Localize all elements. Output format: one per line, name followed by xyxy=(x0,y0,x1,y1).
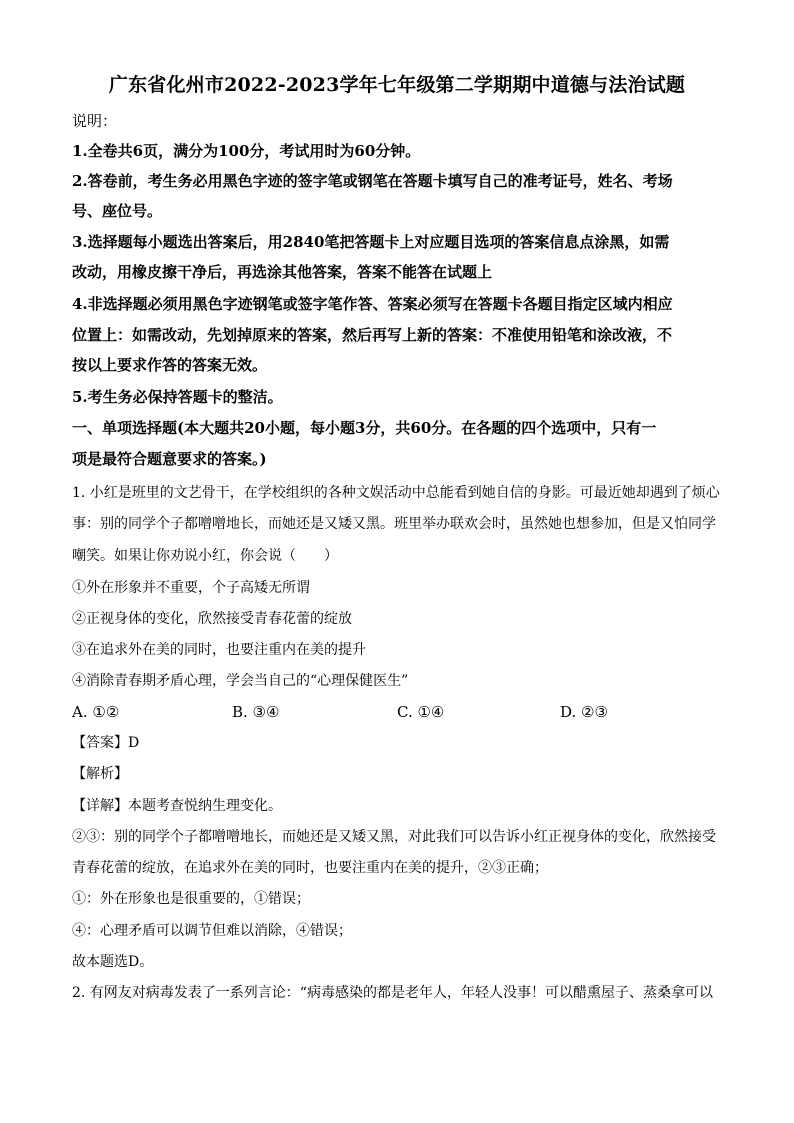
instruction-4-cont: 位置上：如需改动，先划掉原来的答案，然后再写上新的答案：不准使用铅笔和涂改液，不 xyxy=(72,326,673,344)
section-heading: 一、单项选择题(本大题共20小题，每小题3分，共60分。在各题的四个选项中，只有一 xyxy=(72,419,657,437)
analysis-label: 【解析】 xyxy=(72,766,128,782)
detail-line-2: 青春花蕾的绽放，在追求外在美的同时，也要注重内在美的提升，②③正确； xyxy=(72,860,548,876)
detail-label: 【详解】本题考查悦纳生理变化。 xyxy=(72,798,282,814)
instruction-1: 1.全卷共6页，满分为100分，考试用时为60分钟。 xyxy=(72,142,421,160)
question-1-stem-cont2: 嘲笑。如果让你劝说小红，你会说（ ） xyxy=(72,548,338,564)
question-1-statement-1: ①外在形象并不重要，个子高矮无所谓 xyxy=(72,580,310,596)
instruction-3: 3.选择题每小题选出答案后，用2840笔把答题卡上对应题目选项的答案信息点涂黑，如需 xyxy=(72,233,670,251)
instruction-3-cont: 改动，用橡皮擦干净后，再选涂其他答案，答案不能答在试题上 xyxy=(72,263,493,281)
instruction-5: 5.考生务必保持答题卡的整洁。 xyxy=(72,388,283,406)
section-heading-cont: 项是最符合题意要求的答案。) xyxy=(72,450,267,468)
option-d: D. ②③ xyxy=(560,703,608,721)
answer-label: 【答案】D xyxy=(72,735,140,751)
detail-line-4: ④：心理矛盾可以调节但难以消除，④错误； xyxy=(72,923,352,939)
option-c: C. ①④ xyxy=(397,703,445,721)
instructions-heading: 说明： xyxy=(72,112,118,130)
instruction-4-cont2: 按以上要求作答的答案无效。 xyxy=(72,356,268,374)
question-1-stem-cont: 事：别的同学个子都噌噌地长，而她还是又矮又黑。班里举办联欢会时，虽然她也想参加，但是又怕同学 xyxy=(72,516,716,532)
instruction-2-cont: 号、座位号。 xyxy=(72,202,163,220)
option-a: A. ①② xyxy=(72,703,120,721)
question-1-statement-3: ③在追求外在美的同时，也要注重内在美的提升 xyxy=(72,642,366,658)
question-1-statement-2: ②正视身体的变化，欣然接受青春花蕾的绽放 xyxy=(72,611,352,627)
instruction-2: 2.答卷前，考生务必用黑色字迹的签字笔或钢笔在答题卡填写自己的准考证号，姓名、考场 xyxy=(72,172,673,190)
conclusion: 故本题选D。 xyxy=(72,954,154,970)
question-1-stem: 1. 小红是班里的文艺骨干，在学校组织的各种文娱活动中总能看到她自信的身影。可最近她却遇到了烦心 xyxy=(72,485,720,501)
question-2-stem: 2. 有网友对病毒发表了一系列言论：“病毒感染的都是老年人，年轻人没事！可以醋熏屋子、蒸桑拿可以 xyxy=(72,985,713,1001)
instruction-4: 4.非选择题必须用黑色字迹钢笔或签字笔作答、答案必须写在答题卡各题目指定区域内相应 xyxy=(72,295,673,313)
question-1-statement-4: ④消除青春期矛盾心理，学会当自己的“心理保健医生” xyxy=(72,673,409,689)
option-b: B. ③④ xyxy=(232,703,280,721)
exam-title: 广东省化州市2022-2023学年七年级第二学期期中道德与法治试题 xyxy=(108,74,686,96)
detail-line-1: ②③：别的同学个子都噌噌地长，而她还是又矮又黑，对此我们可以告诉小红正视身体的变化，欣然接受 xyxy=(72,829,716,845)
detail-line-3: ①：外在形象也是很重要的，①错误； xyxy=(72,891,310,907)
